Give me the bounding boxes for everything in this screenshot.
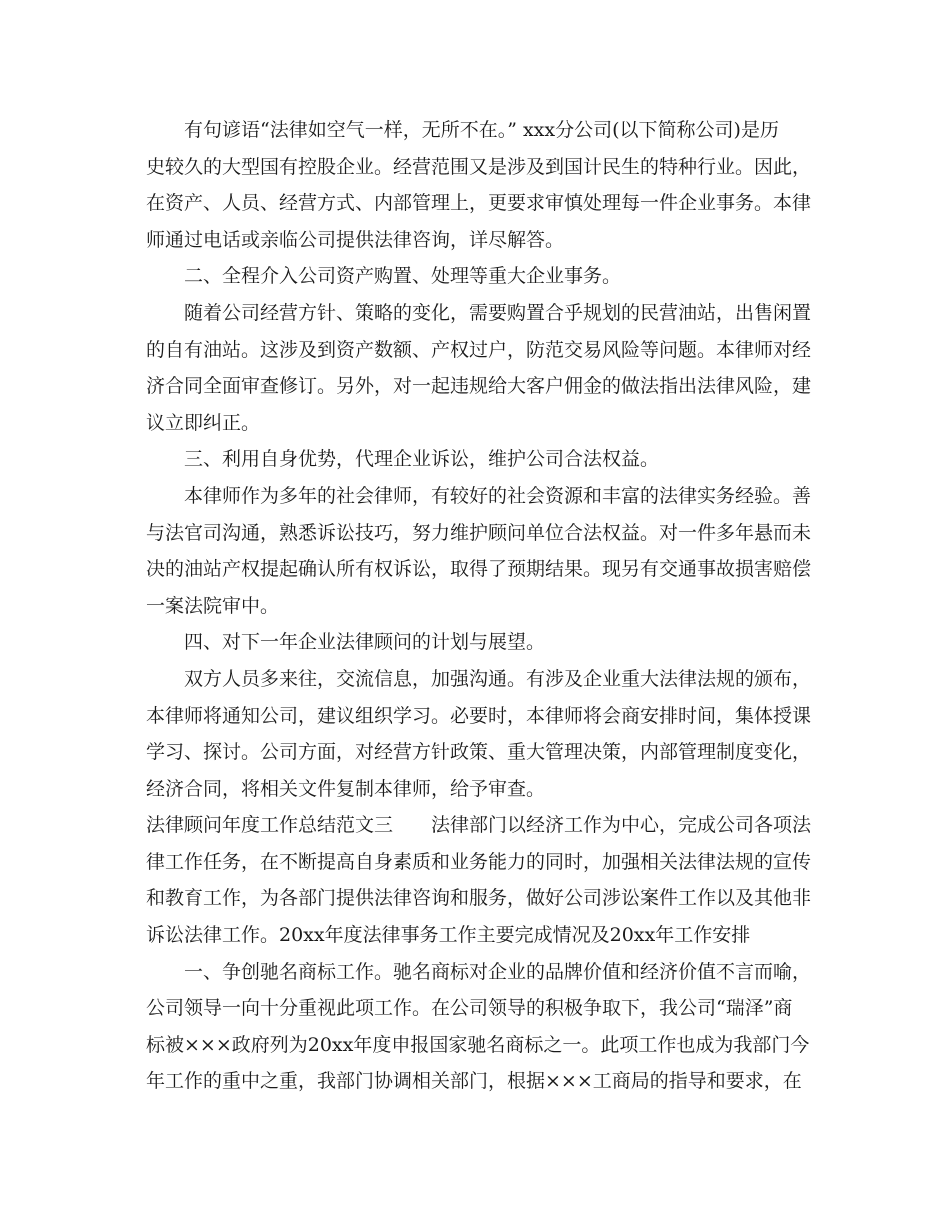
section-heading: 二、全程介入公司资产购置、处理等重大企业事务。: [184, 265, 622, 288]
text-line: 决的油站产权提起确认所有权诉讼，取得了预期结果。现另有交通事故损害赔偿: [146, 558, 812, 581]
section-heading: 三、利用自身优势，代理企业诉讼，维护公司合法权益。: [184, 448, 660, 471]
text-line: 和教育工作，为各部门提供法律咨询和服务，做好公司涉讼案件工作以及其他非: [146, 887, 812, 910]
text-line: 律工作任务，在不断提高自身素质和业务能力的同时，加强相关法律法规的宣传: [146, 850, 812, 873]
text-line: 的自有油站。这涉及到资产数额、产权过户，防范交易风险等问题。本律师对经: [146, 338, 812, 361]
text-line: 史较久的大型国有控股企业。经营范围又是涉及到国计民生的特种行业。因此，: [146, 155, 812, 178]
text-line: 年工作的重中之重，我部门协调相关部门，根据×××工商局的指导和要求，在: [146, 1070, 802, 1093]
text-line: 议立即纠正。: [146, 411, 261, 434]
text-line: 公司领导一向十分重视此项工作。在公司领导的积极争取下，我公司“瑞泽”商: [146, 997, 793, 1020]
text-line: 在资产、人员、经营方式、内部管理上，更要求审慎处理每一件企业事务。本律: [146, 192, 812, 215]
body-text: [146, 112, 812, 1100]
text-line: 本律师将通知公司，建议组织学习。必要时，本律师将会商安排时间，集体授课: [146, 704, 812, 727]
text-line: 随着公司经营方针、策略的变化，需要购置合乎规划的民营油站，出售闲置: [184, 301, 812, 324]
text-line: 师通过电话或亲临公司提供法律咨询，详尽解答。: [146, 228, 565, 251]
text-line: 经济合同，将相关文件复制本律师，给予审查。: [146, 777, 546, 800]
text-line: 有句谚语“法律如空气一样，无所不在。” xxx分公司(以下简称公司)是历: [184, 119, 779, 141]
text-line: 法律顾问年度工作总结范文三 法律部门以经济工作为中心，完成公司各项法: [146, 814, 812, 837]
text-line: 与法官司沟通，熟悉诉讼技巧，努力维护顾问单位合法权益。对一件多年悬而未: [146, 521, 812, 544]
text-line: 标被×××政府列为20xx年度申报国家驰名商标之一。此项工作也成为我部门今: [146, 1033, 810, 1056]
text-line: 诉讼法律工作。20xx年度法律事务工作主要完成情况及20xx年工作安排: [146, 924, 751, 947]
text-line: 济合同全面审查修订。另外，对一起违规给大客户佣金的做法指出法律风险，建: [146, 375, 812, 398]
section-heading: 四、对下一年企业法律顾问的计划与展望。: [184, 631, 546, 654]
text-line: 本律师作为多年的社会律师，有较好的社会资源和丰富的法律实务经验。善: [184, 484, 812, 507]
text-line: 一、争创驰名商标工作。驰名商标对企业的品牌价值和经济价值不言而喻，: [184, 960, 812, 983]
text-line: 学习、探讨。公司方面，对经营方针政策、重大管理决策，内部管理制度变化，: [146, 741, 812, 764]
text-line: 一案法院审中。: [146, 594, 280, 617]
text-line: 双方人员多来往，交流信息，加强沟通。有涉及企业重大法律法规的颁布，: [184, 667, 812, 690]
